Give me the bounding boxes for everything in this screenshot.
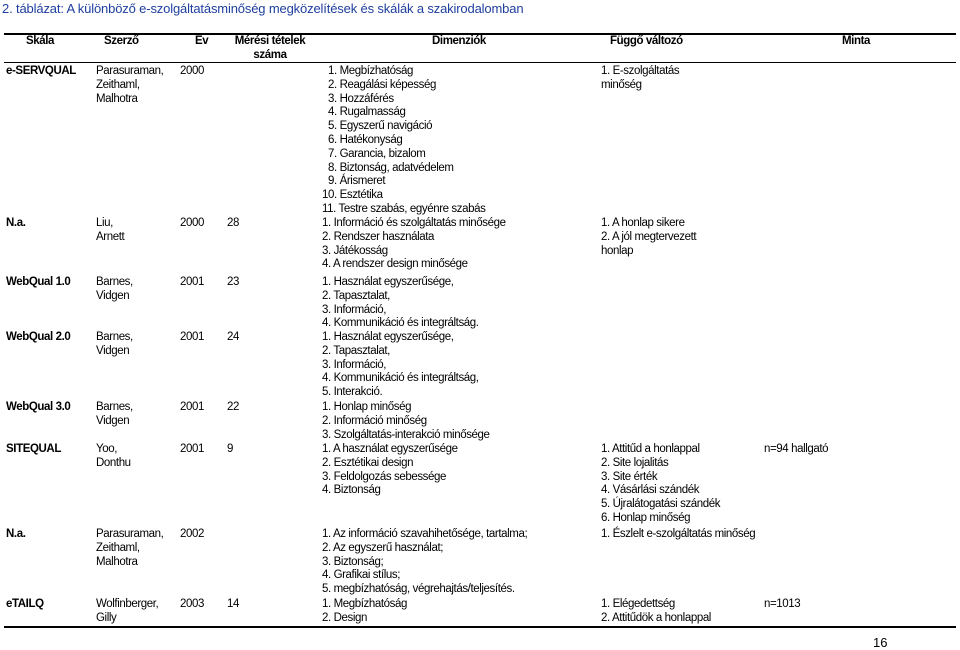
author-line: Vidgen bbox=[96, 289, 130, 302]
author-line: Zeithaml, bbox=[96, 541, 140, 554]
header-meresi-tetelek bbox=[228, 35, 312, 63]
dependent-variable-item: 4. Vásárlási szándék bbox=[601, 484, 700, 497]
dimension-item: 3. Feldolgozás sebessége bbox=[322, 470, 447, 483]
scale-name: WebQual 1.0 bbox=[6, 276, 71, 288]
item-count: 9 bbox=[227, 443, 233, 455]
item-count: 14 bbox=[227, 598, 239, 610]
dimension-item: 4. Grafikai stílus; bbox=[322, 569, 401, 582]
author-line: Vidgen bbox=[96, 414, 130, 427]
dimension-list bbox=[322, 528, 527, 597]
author-cell bbox=[96, 217, 124, 245]
item-count: 22 bbox=[227, 401, 239, 413]
dimension-item: 2. Az egyszerű használat; bbox=[322, 541, 444, 554]
dimension-item: 1. Használat egyszerűsége, bbox=[322, 331, 454, 343]
year: 2001 bbox=[180, 276, 204, 288]
dimension-item: 5. Egyszerű navigáció bbox=[328, 120, 433, 133]
dimension-item: 7. Garancia, bizalom bbox=[328, 147, 426, 160]
dimension-item: 4. Kommunikáció és integráltság. bbox=[322, 317, 479, 330]
dependent-variable-item: 2. A jól megtervezett bbox=[601, 230, 697, 243]
author-cell bbox=[96, 401, 133, 429]
dimension-item: 8. Biztonság, adatvédelem bbox=[328, 161, 454, 174]
author-line: Gilly bbox=[96, 611, 117, 624]
dimension-list bbox=[322, 401, 490, 442]
author-line: Barnes, bbox=[96, 401, 133, 413]
author-line: Parasuraman, bbox=[96, 65, 164, 77]
dimension-list bbox=[322, 331, 479, 400]
dependent-variable-item: 3. Site érték bbox=[601, 470, 658, 483]
year: 2001 bbox=[180, 401, 204, 413]
dimension-item: 4. Biztonság bbox=[322, 484, 381, 497]
dimension-list bbox=[322, 65, 485, 217]
dimension-item: 1. Információ és szolgáltatás minősége bbox=[322, 217, 506, 229]
dimension-item: 5. megbízhatóság, végrehajtás/teljesítés. bbox=[322, 583, 515, 596]
dependent-variable-item: 6. Honlap minőség bbox=[601, 511, 691, 524]
author-line: Barnes, bbox=[96, 276, 133, 288]
dependent-variable-item: honlap bbox=[601, 244, 634, 257]
dimension-item: 3. Biztonság; bbox=[322, 555, 384, 568]
dependent-variable-list bbox=[601, 528, 755, 542]
dimension-item: 3. Játékosság bbox=[322, 244, 388, 257]
year: 2000 bbox=[180, 217, 204, 229]
dependent-variable-list bbox=[601, 65, 679, 93]
dimension-list bbox=[322, 276, 479, 331]
dimension-item: 9. Árismeret bbox=[328, 175, 386, 188]
author-cell bbox=[96, 276, 133, 304]
dimension-item: 10. Esztétika bbox=[322, 189, 383, 202]
sample: n=1013 bbox=[764, 598, 801, 610]
dependent-variable-item: 1. Attitűd a honlappal bbox=[601, 443, 700, 455]
dimension-list bbox=[322, 217, 506, 272]
dependent-variable-item: 1. E-szolgáltatás bbox=[601, 65, 680, 77]
year: 2001 bbox=[180, 443, 204, 455]
author-line: Barnes, bbox=[96, 331, 133, 343]
scale-name: WebQual 3.0 bbox=[6, 401, 71, 413]
dimension-item: 3. Szolgáltatás-interakció minősége bbox=[322, 428, 490, 441]
sample: n=94 hallgató bbox=[764, 443, 829, 455]
dimension-item: 2. Esztétikai design bbox=[322, 456, 414, 469]
header-meresi-tetelek-line: száma bbox=[253, 48, 287, 61]
author-cell bbox=[96, 65, 163, 106]
page-number: 16 bbox=[873, 635, 888, 650]
dimension-item: 2. Tapasztalat, bbox=[322, 344, 390, 357]
header-meresi-tetelek-line: Mérési tételek bbox=[234, 35, 306, 47]
author-cell bbox=[96, 331, 133, 359]
header-skala: Skála bbox=[26, 35, 55, 47]
dimension-item: 5. Interakció. bbox=[322, 386, 383, 399]
dimension-item: 4. Rugalmasság bbox=[328, 106, 406, 119]
table-header bbox=[0, 35, 960, 63]
dimension-item: 2. Reagálási képesség bbox=[328, 78, 436, 91]
author-cell bbox=[96, 443, 131, 471]
dependent-variable-item: 5. Újralátogatási szándék bbox=[601, 498, 721, 511]
year: 2001 bbox=[180, 331, 204, 343]
year: 2002 bbox=[180, 528, 204, 540]
dimension-list bbox=[322, 443, 458, 498]
dependent-variable-item: 2. Attitűdök a honlappal bbox=[601, 611, 711, 624]
dependent-variable-item: 1. A honlap sikere bbox=[601, 217, 685, 229]
dependent-variable-list bbox=[601, 598, 711, 626]
author-cell bbox=[96, 598, 158, 626]
dependent-variable-item: 2. Site lojalitás bbox=[601, 456, 669, 469]
dimension-item: 3. Információ, bbox=[322, 358, 387, 371]
item-count: 28 bbox=[227, 217, 239, 229]
author-line: Malhotra bbox=[96, 92, 138, 105]
dimension-item: 1. Megbízhatóság bbox=[322, 598, 408, 610]
scale-name: N.a. bbox=[6, 528, 26, 540]
table-caption: 2. táblázat: A különböző e-szolgáltatásminőség megközelítések és skálák a szakirodalomban bbox=[2, 1, 524, 16]
item-count: 23 bbox=[227, 276, 239, 288]
author-line: Vidgen bbox=[96, 344, 130, 357]
author-line: Parasuraman, bbox=[96, 528, 164, 540]
dimension-item: 4. Kommunikáció és integráltság, bbox=[322, 372, 479, 385]
dimension-list bbox=[322, 598, 407, 626]
dimension-item: 1. Megbízhatóság bbox=[328, 65, 414, 77]
author-line: Wolfinberger, bbox=[96, 598, 159, 610]
dimension-item: 11. Testre szabás, egyénre szabás bbox=[322, 202, 486, 215]
author-line: Zeithaml, bbox=[96, 78, 140, 91]
author-line: Malhotra bbox=[96, 555, 138, 568]
scale-name: e-SERVQUAL bbox=[6, 65, 76, 77]
dimension-item: 2. Tapasztalat, bbox=[322, 289, 390, 302]
dimension-item: 1. Használat egyszerűsége, bbox=[322, 276, 454, 288]
dimension-item: 2. Rendszer használata bbox=[322, 230, 435, 243]
dependent-variable-list bbox=[601, 217, 696, 258]
header-fuggo-valtozo: Függő változó bbox=[610, 35, 683, 47]
dimension-item: 4. A rendszer design minősége bbox=[322, 258, 468, 271]
author-cell bbox=[96, 528, 163, 569]
header-ev: Év bbox=[195, 35, 209, 47]
dependent-variable-item: 1. Észlelt e-szolgáltatás minőség bbox=[601, 528, 756, 540]
scale-name: N.a. bbox=[6, 217, 26, 229]
year: 2000 bbox=[180, 65, 204, 77]
dimension-item: 1. A használat egyszerűsége bbox=[322, 443, 458, 455]
scale-name: SITEQUAL bbox=[6, 443, 61, 455]
dimension-item: 2. Információ minőség bbox=[322, 414, 427, 427]
header-minta: Minta bbox=[842, 35, 871, 47]
dimension-item: 1. Az információ szavahihetősége, tartalma; bbox=[322, 528, 528, 540]
dimension-item: 3. Információ, bbox=[322, 303, 387, 316]
scale-name: WebQual 2.0 bbox=[6, 331, 71, 343]
dimension-item: 2. Design bbox=[322, 611, 367, 624]
table-bottom-rule bbox=[4, 626, 956, 628]
year: 2003 bbox=[180, 598, 204, 610]
author-line: Liu, bbox=[96, 217, 113, 229]
dependent-variable-item: 1. Elégedettség bbox=[601, 598, 675, 610]
dimension-item: 6. Hatékonyság bbox=[328, 133, 403, 146]
author-line: Yoo, bbox=[96, 443, 118, 455]
dimension-item: 1. Honlap minőség bbox=[322, 401, 412, 413]
dependent-variable-list bbox=[601, 443, 720, 526]
dependent-variable-item: minőség bbox=[601, 78, 642, 91]
author-line: Arnett bbox=[96, 230, 125, 243]
scale-name: eTAILQ bbox=[6, 598, 44, 610]
dimension-item: 3. Hozzáférés bbox=[328, 92, 394, 105]
author-line: Donthu bbox=[96, 456, 131, 469]
header-dimenziok: Dimenziók bbox=[432, 35, 486, 47]
item-count: 24 bbox=[227, 331, 239, 343]
header-szerzo: Szerző bbox=[104, 35, 139, 47]
